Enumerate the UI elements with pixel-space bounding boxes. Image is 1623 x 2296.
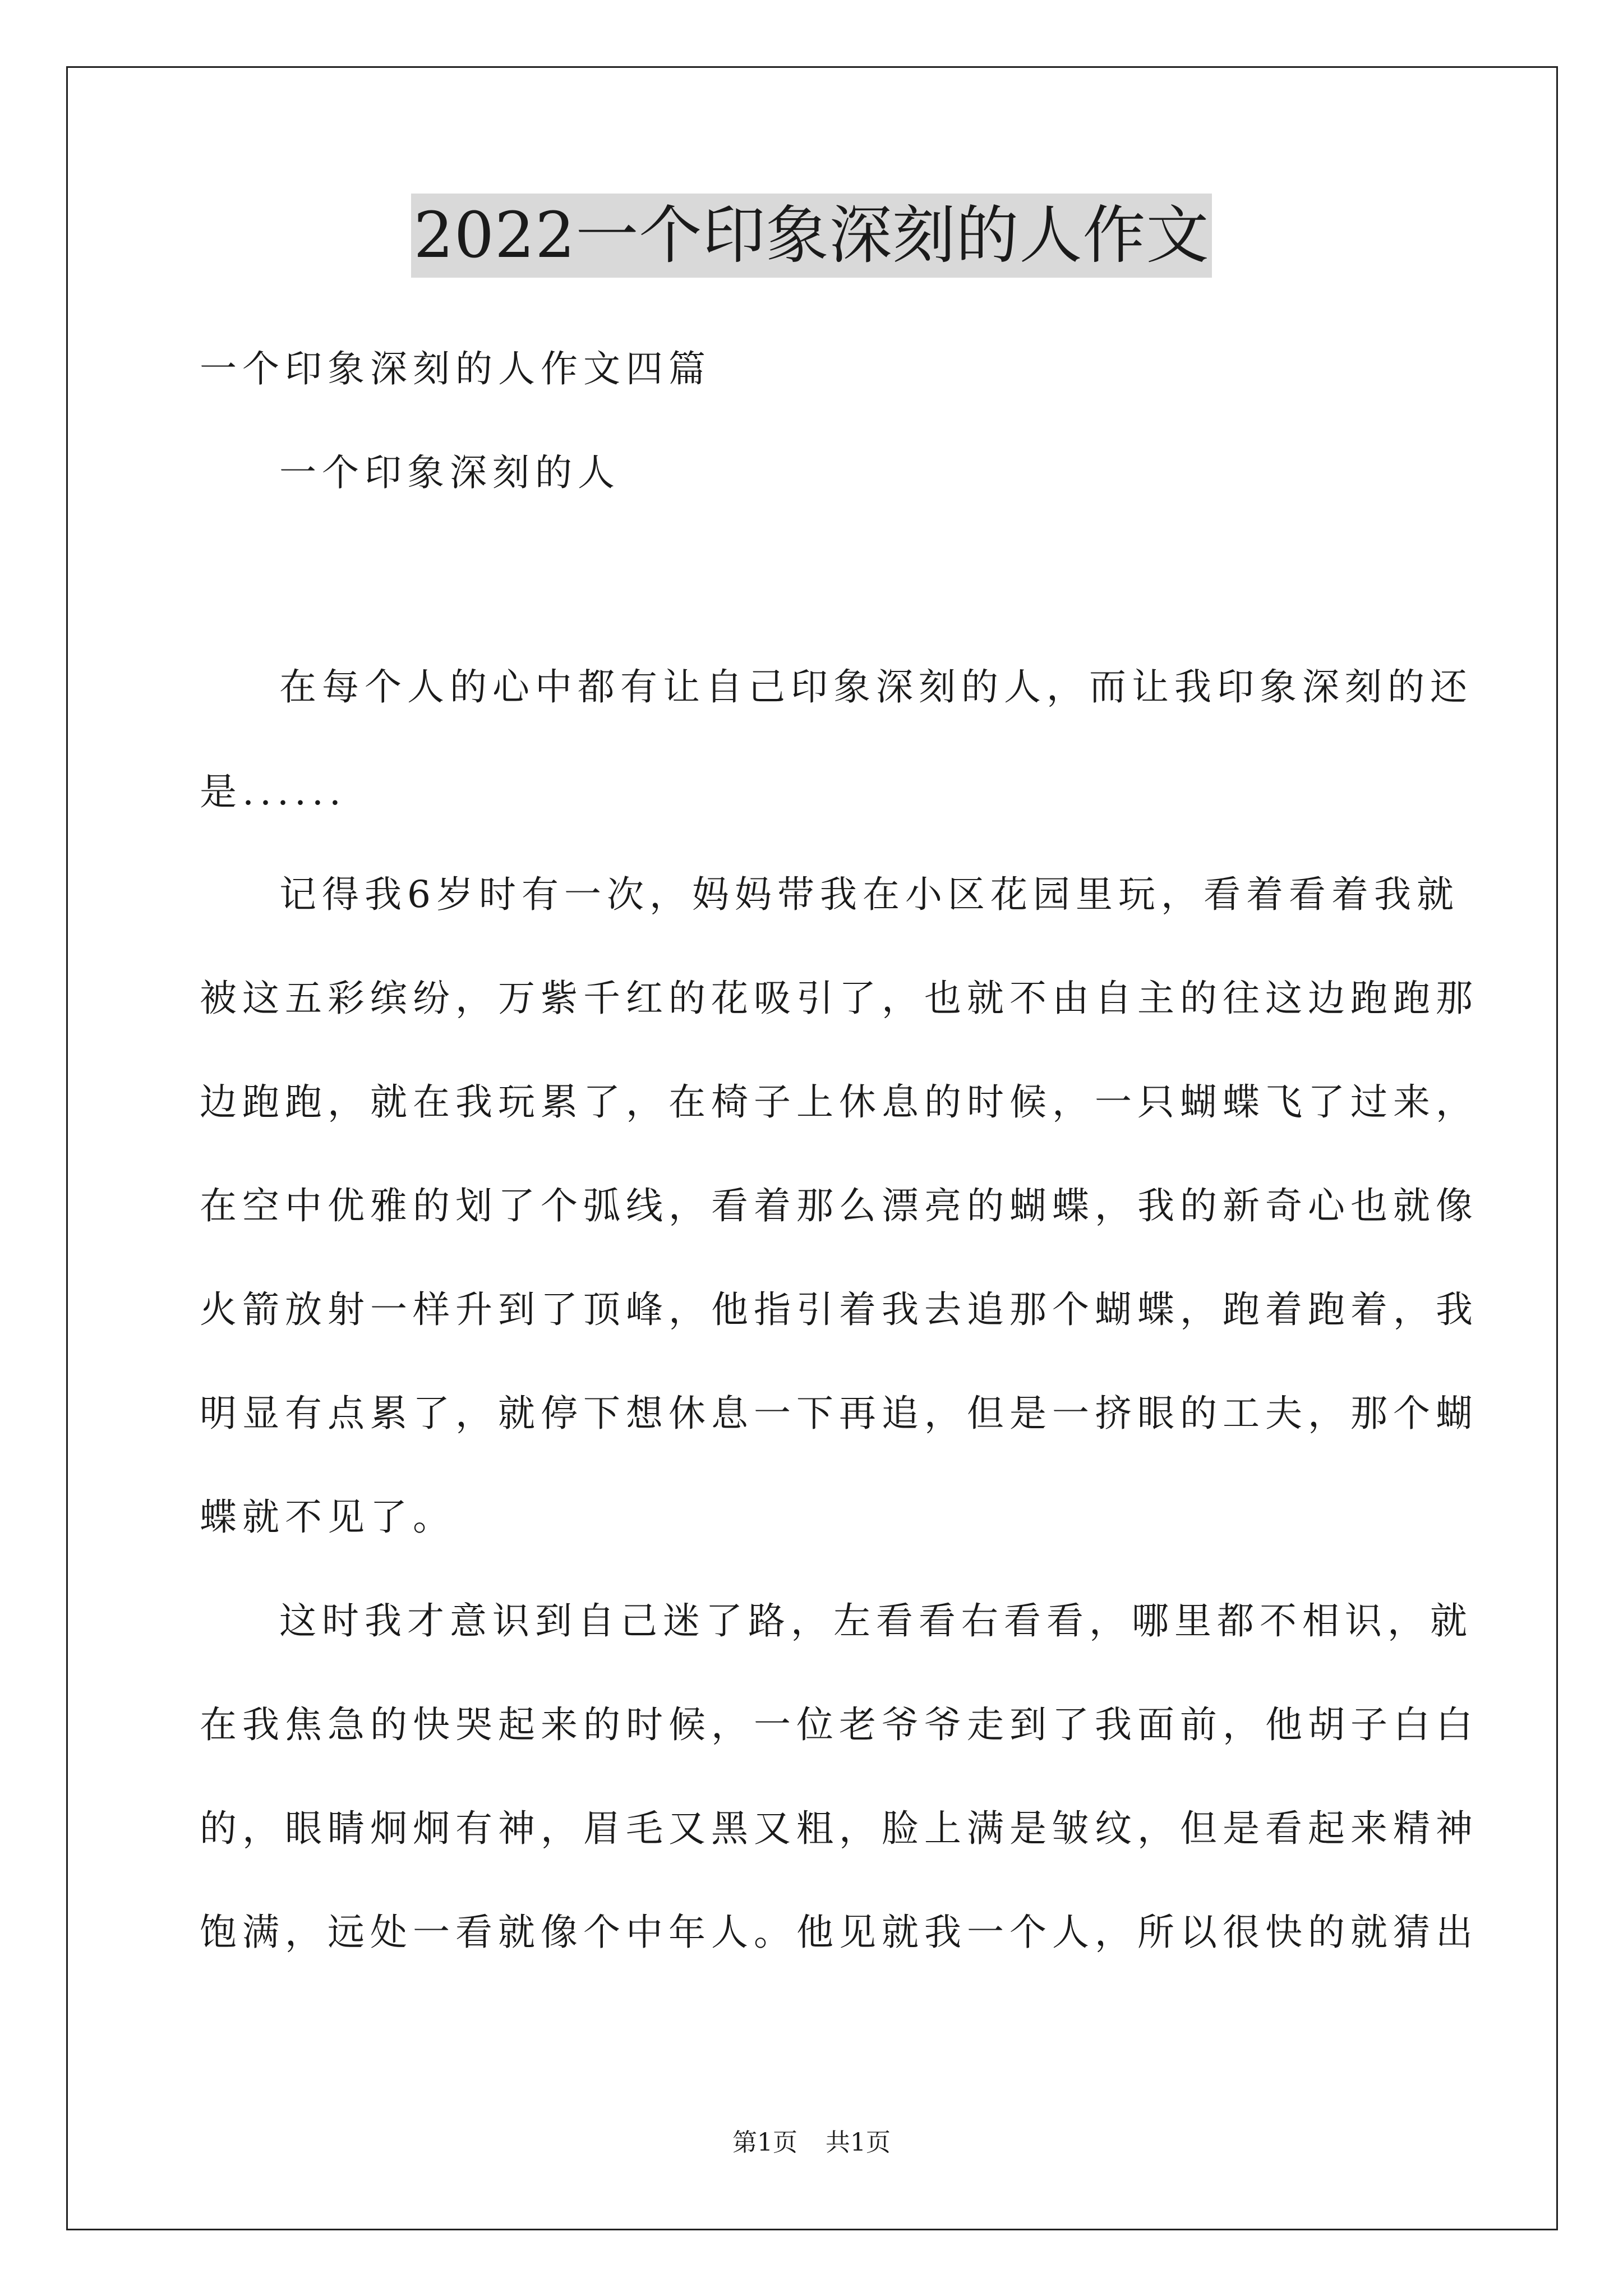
paragraph-1-line-2: 是...... — [200, 770, 347, 813]
paragraph-2-line-1: 记得我6岁时有一次，妈妈带我在小区花园里玩，看着看着我就 — [279, 873, 1459, 916]
paragraph-1-line-1: 在每个人的心中都有让自己印象深刻的人，而让我印象深刻的还 — [279, 665, 1473, 708]
paragraph-3-line-1: 这时我才意识到自己迷了路，左看看右看看，哪里都不相识，就 — [279, 1599, 1473, 1642]
paragraph-3-line-3: 的，眼睛炯炯有神，眉毛又黑又粗，脸上满是皱纹，但是看起来精神 — [200, 1807, 1478, 1850]
document-subtitle: 一个印象深刻的人作文四篇 — [200, 347, 711, 390]
paragraph-2-line-3: 边跑跑，就在我玩累了，在椅子上休息的时候，一只蝴蝶飞了过来， — [200, 1080, 1478, 1124]
paragraph-2-line-6: 明显有点累了，就停下想休息一下再追，但是一挤眼的工夫，那个蝴 — [200, 1392, 1478, 1435]
page-number: 第1页 — [732, 2128, 797, 2157]
document-title: 2022一个印象深刻的人作文 — [411, 194, 1211, 278]
paragraph-3-line-4: 饱满，远处一看就像个中年人。他见就我一个人，所以很快的就猜出 — [200, 1911, 1478, 1954]
title-container — [0, 194, 1623, 278]
paragraph-3-line-2: 在我焦急的快哭起来的时候，一位老爷爷走到了我面前，他胡子白白 — [200, 1703, 1478, 1746]
page-total: 共1页 — [826, 2128, 891, 2157]
paragraph-2-line-5: 火箭放射一样升到了顶峰，他指引着我去追那个蝴蝶，跑着跑着，我 — [200, 1288, 1478, 1331]
paragraph-2-line-2: 被这五彩缤纷，万紫千红的花吸引了，也就不由自主的往这边跑跑那 — [200, 977, 1478, 1020]
paragraph-2-line-4: 在空中优雅的划了个弧线，看着那么漂亮的蝴蝶，我的新奇心也就像 — [200, 1184, 1478, 1227]
paragraph-2-line-7: 蝶就不见了。 — [200, 1496, 455, 1539]
section-heading: 一个印象深刻的人 — [279, 451, 620, 494]
page-footer — [0, 2126, 1623, 2160]
